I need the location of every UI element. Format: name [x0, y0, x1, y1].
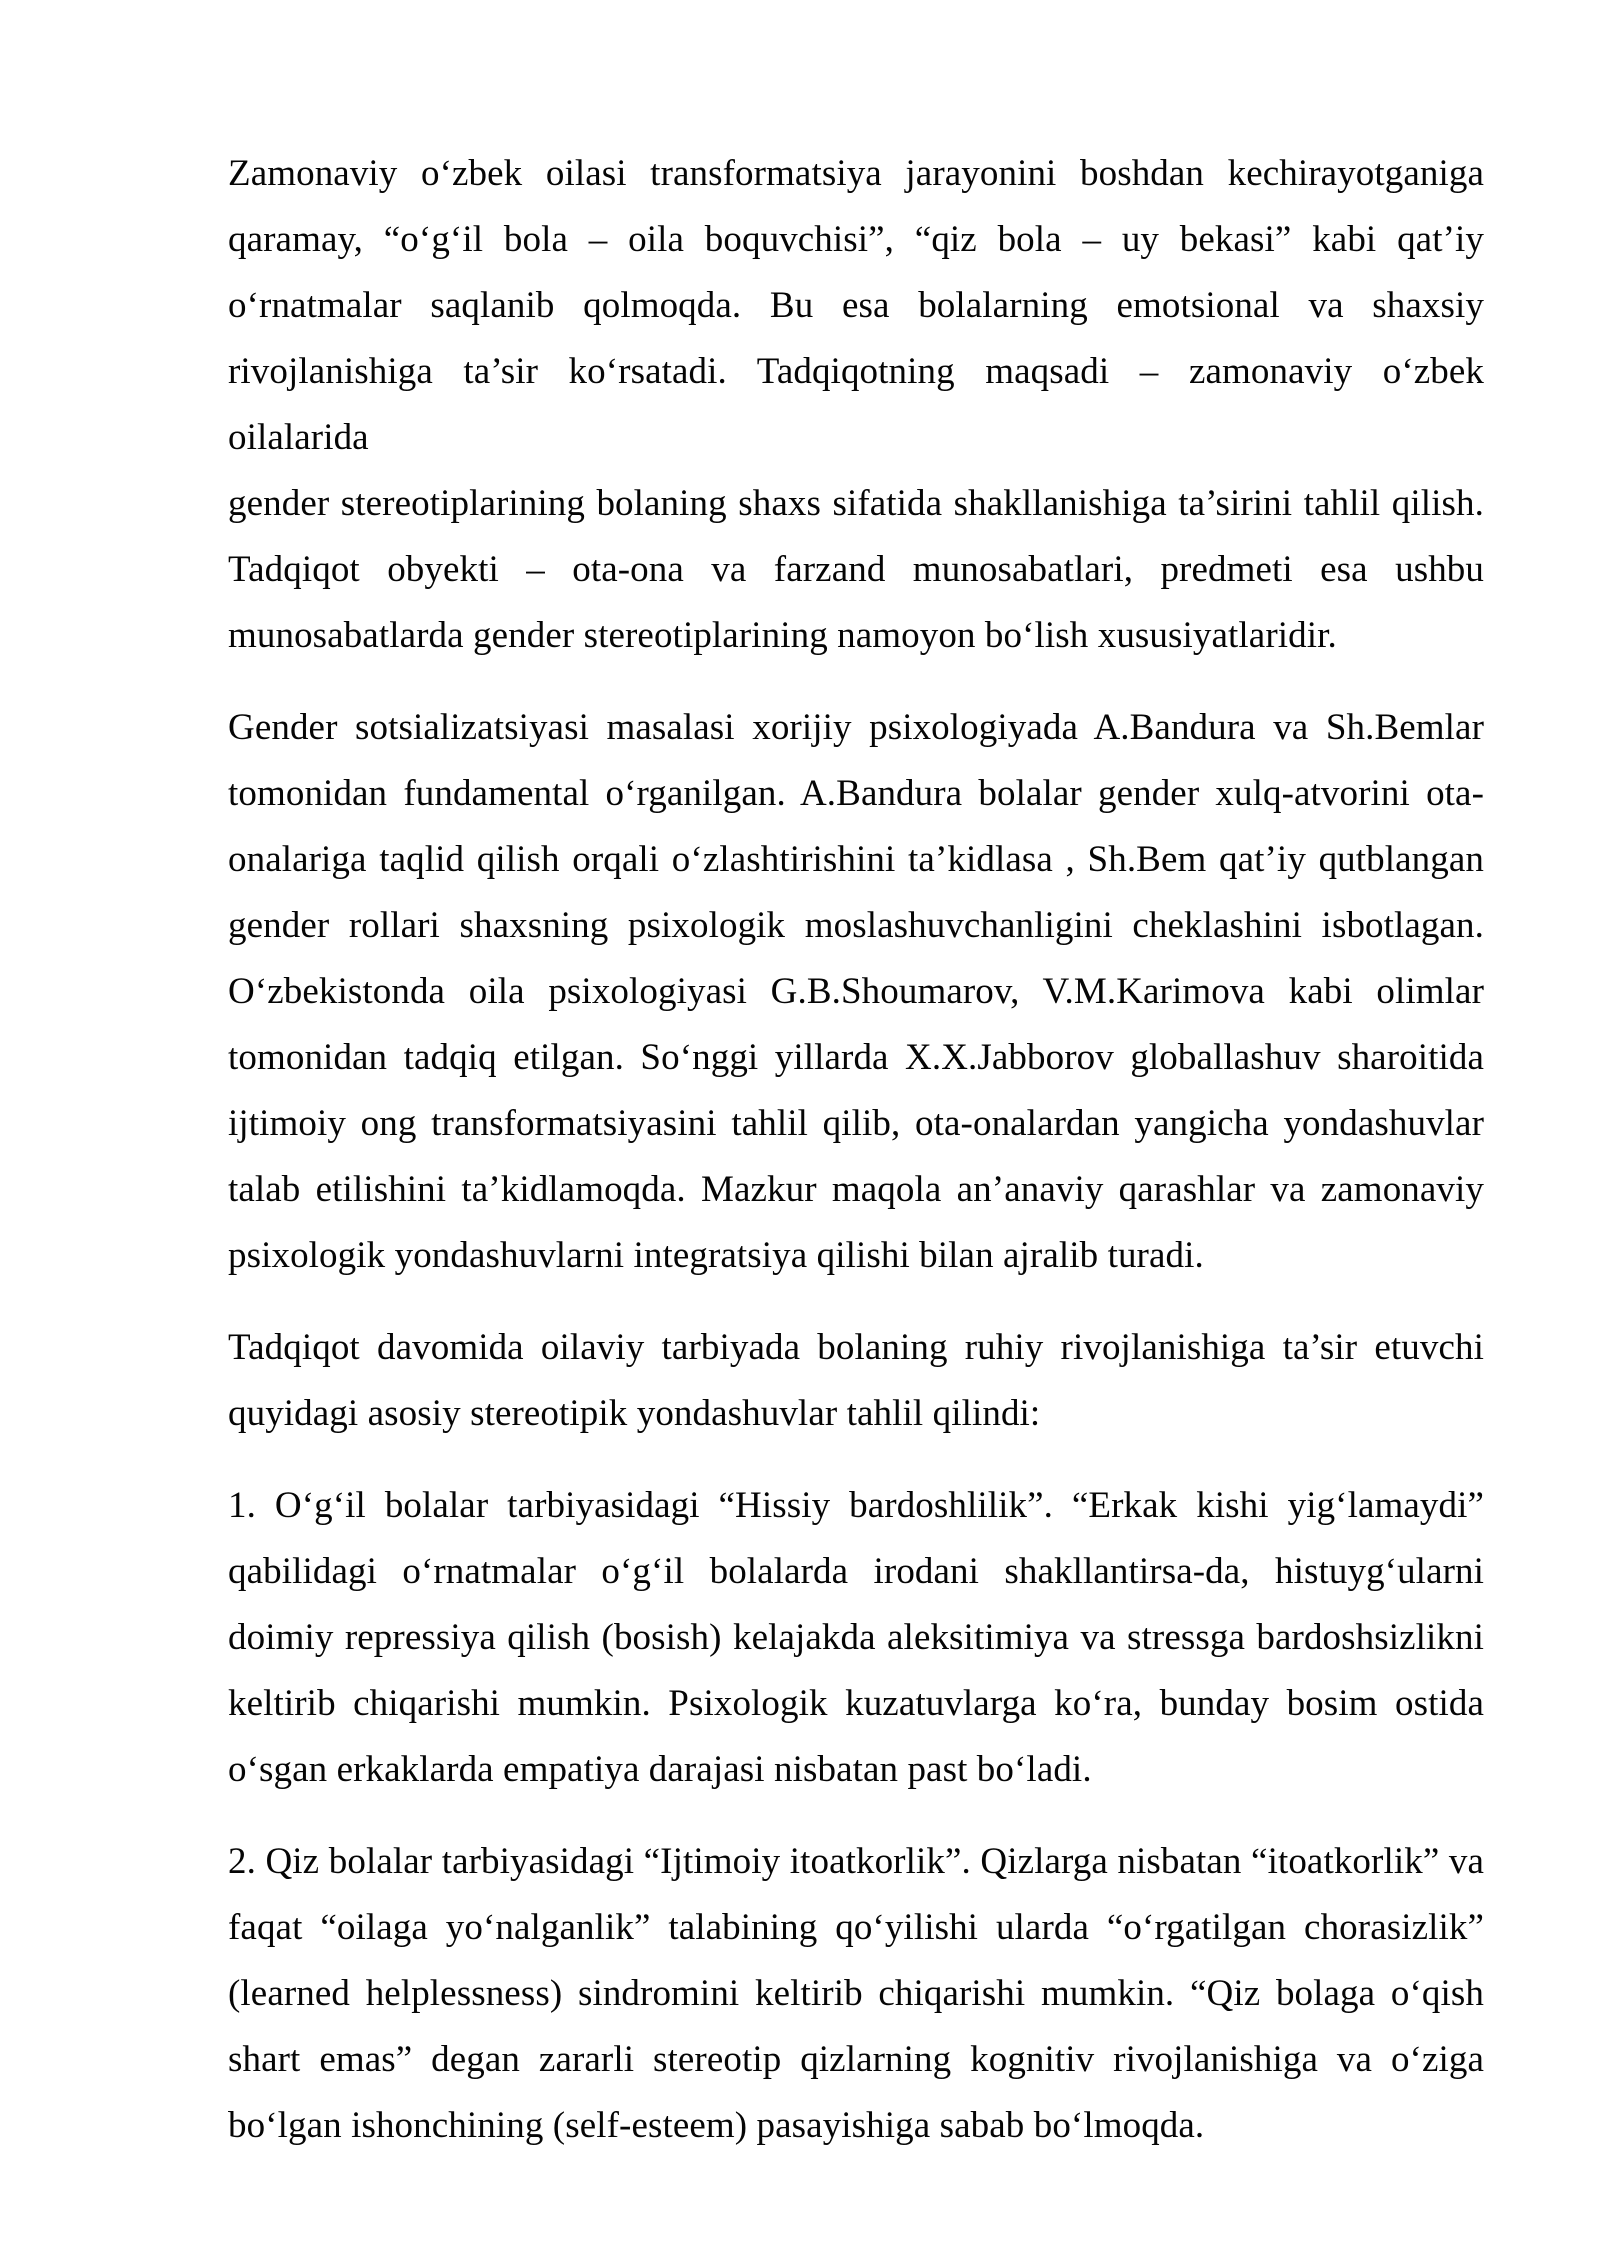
text-line: Gender sotsializatsiyasi masalasi xorijiy psixologiyada A.Bandura va Sh.Bemlar: [228, 707, 1484, 748]
text-line: o‘sgan erkaklarda empatiya darajasi nisbatan past bo‘ladi.: [228, 1749, 1092, 1790]
text-line: psixologik yondashuvlarni integratsiya qilishi bilan ajralib turadi.: [228, 1235, 1204, 1276]
intro-paragraph: [228, 141, 1484, 669]
text-line: faqat “oilaga yo‘nalganlik” talabining qo‘yilishi ularda “o‘rgatilgan chorasizlik”: [228, 1907, 1484, 1948]
literature-review-paragraph: [228, 695, 1484, 1289]
text-line: bo‘lgan ishonchining (self-esteem) pasayishiga sabab bo‘lmoqda.: [228, 2105, 1205, 2146]
text-line: doimiy repressiya qilish (bosish) kelajakda aleksitimiya va stressga bardoshsizlikni: [228, 1617, 1484, 1658]
text-line: shart emas” degan zararli stereotip qizlarning kognitiv rivojlanishiga va o‘ziga: [228, 2039, 1484, 2080]
text-line: 2. Qiz bolalar tarbiyasidagi “Ijtimoiy itoatkorlik”. Qizlarga nisbatan “itoatkorlik” va: [228, 1841, 1484, 1882]
text-line: tomonidan tadqiq etilgan. So‘nggi yillarda X.X.Jabborov globallashuv sharoitida: [228, 1037, 1484, 1078]
stereotype-item-2: [228, 1829, 1484, 2159]
text-line: tomonidan fundamental o‘rganilgan. A.Bandura bolalar gender xulq-atvorini ota-: [228, 773, 1484, 814]
text-line: ijtimoiy ong transformatsiyasini tahlil qilib, ota-onalardan yangicha yondashuvlar: [228, 1103, 1484, 1144]
text-line: qaramay, “o‘g‘il bola – oila boquvchisi”, “qiz bola – uy bekasi” kabi qat’iy: [228, 219, 1484, 260]
text-line: Zamonaviy o‘zbek oilasi transformatsiya jarayonini boshdan kechirayotganiga: [228, 153, 1484, 194]
text-line: 1. O‘g‘il bolalar tarbiyasidagi “Hissiy bardoshlilik”. “Erkak kishi yig‘lamaydi”: [228, 1485, 1484, 1526]
stereotype-item-1: [228, 1473, 1484, 1803]
text-line: (learned helplessness) sindromini keltirib chiqarishi mumkin. “Qiz bolaga o‘qish: [228, 1973, 1484, 2014]
text-line: quyidagi asosiy stereotipik yondashuvlar tahlil qilindi:: [228, 1393, 1041, 1434]
research-overview-paragraph: [228, 1315, 1484, 1447]
text-line: gender rollari shaxsning psixologik moslashuvchanligini cheklashini isbotlagan.: [228, 905, 1484, 946]
text-line: gender stereotiplarining bolaning shaxs sifatida shakllanishiga ta’sirini tahlil qilish.: [228, 483, 1484, 524]
document-text-block: [228, 141, 1484, 2185]
text-line: Tadqiqot obyekti – ota-ona va farzand munosabatlari, predmeti esa ushbu: [228, 549, 1484, 590]
text-line: munosabatlarda gender stereotiplarining namoyon bo‘lish xususiyatlaridir.: [228, 615, 1337, 656]
text-line: Tadqiqot davomida oilaviy tarbiyada bolaning ruhiy rivojlanishiga ta’sir etuvchi: [228, 1327, 1484, 1368]
text-line: O‘zbekistonda oila psixologiyasi G.B.Shoumarov, V.M.Karimova kabi olimlar: [228, 971, 1484, 1012]
text-line: rivojlanishiga ta’sir ko‘rsatadi. Tadqiqotning maqsadi – zamonaviy o‘zbek oilalarida: [228, 351, 1484, 458]
text-line: talab etilishini ta’kidlamoqda. Mazkur maqola an’anaviy qarashlar va zamonaviy: [228, 1169, 1484, 1210]
text-line: o‘rnatmalar saqlanib qolmoqda. Bu esa bolalarning emotsional va shaxsiy: [228, 285, 1484, 326]
text-line: keltirib chiqarishi mumkin. Psixologik kuzatuvlarga ko‘ra, bunday bosim ostida: [228, 1683, 1484, 1724]
text-line: onalariga taqlid qilish orqali o‘zlashtirishini ta’kidlasa , Sh.Bem qat’iy qutblangan: [228, 839, 1484, 880]
text-line: qabilidagi o‘rnatmalar o‘g‘il bolalarda irodani shakllantirsa-da, histuyg‘ularni: [228, 1551, 1484, 1592]
